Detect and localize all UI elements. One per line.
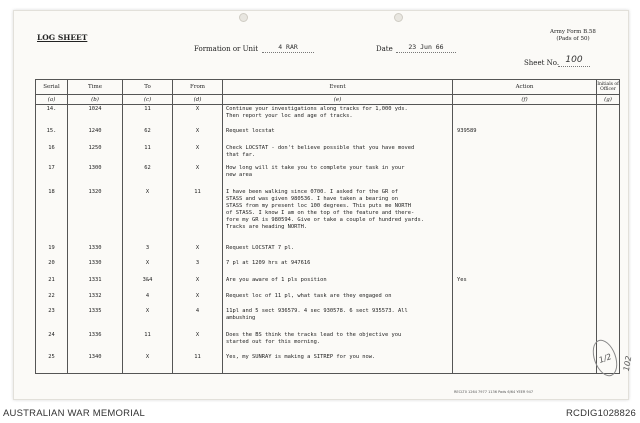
action-cell bbox=[453, 188, 597, 244]
log-entry-row bbox=[36, 244, 620, 259]
serial-cell: 16 bbox=[36, 144, 68, 164]
form-number: Army Form B.58 bbox=[550, 29, 596, 35]
log-entry-row bbox=[36, 259, 620, 276]
initials-cell bbox=[597, 164, 620, 188]
initials-cell bbox=[597, 292, 620, 307]
event-cell: I have been walking since 0700. I asked for the GR of STASS and was given 980536. I have taken a bearing on STASS from my present loc 100 degrees. This puts me NORTH of STASS. I know I am on the top of the feature and there- fore my GR is 980594. Give or take a couple of hundred yards. Tracks are heading NORTH. bbox=[223, 188, 453, 244]
to-cell: 3&4 bbox=[123, 276, 173, 292]
to-cell: 62 bbox=[123, 127, 173, 144]
col-to: To bbox=[123, 80, 173, 95]
col-letter: (a) bbox=[36, 95, 68, 105]
log-entry-row bbox=[36, 188, 620, 244]
log-entry-row bbox=[36, 353, 620, 374]
punch-hole bbox=[239, 13, 248, 22]
event-cell: How long will it take you to complete your task in your new area bbox=[223, 164, 453, 188]
time-cell: 1330 bbox=[68, 259, 123, 276]
from-cell: X bbox=[173, 144, 223, 164]
serial-cell: 18 bbox=[36, 188, 68, 244]
event-cell: Request locstat bbox=[223, 127, 453, 144]
col-letter: (g) bbox=[597, 95, 620, 105]
log-entry-row bbox=[36, 105, 620, 127]
from-cell: X bbox=[173, 127, 223, 144]
log-entry-row bbox=[36, 331, 620, 353]
action-cell: Yes bbox=[453, 276, 597, 292]
handwritten-stamp: 1/2 bbox=[588, 336, 622, 379]
initials-cell bbox=[597, 144, 620, 164]
event-cell: Does the BS think the tracks lead to the objective you started out for this morning. bbox=[223, 331, 453, 353]
formation-value: 4 RAR bbox=[278, 43, 298, 51]
to-cell: 11 bbox=[123, 331, 173, 353]
serial-cell: 15. bbox=[36, 127, 68, 144]
log-entry-row bbox=[36, 276, 620, 292]
time-cell: 1320 bbox=[68, 188, 123, 244]
time-cell: 1300 bbox=[68, 164, 123, 188]
sheet-number-field bbox=[558, 55, 590, 67]
time-cell: 1336 bbox=[68, 331, 123, 353]
serial-cell: 23 bbox=[36, 307, 68, 331]
action-cell bbox=[453, 292, 597, 307]
col-initials: Initials of Officer bbox=[597, 80, 620, 95]
formation-value-field bbox=[262, 43, 314, 53]
to-cell: X bbox=[123, 259, 173, 276]
log-table bbox=[35, 79, 620, 374]
serial-cell: 21 bbox=[36, 276, 68, 292]
to-cell: X bbox=[123, 188, 173, 244]
time-cell: 1250 bbox=[68, 144, 123, 164]
date-value: 23 Jun 66 bbox=[408, 43, 444, 51]
event-cell: Request LOCSTAT 7 pl. bbox=[223, 244, 453, 259]
from-cell: X bbox=[173, 276, 223, 292]
date-value-field bbox=[396, 43, 456, 53]
sheet-number-label: Sheet No. bbox=[524, 59, 560, 67]
margin-page-number: 102 bbox=[621, 355, 634, 372]
log-entry-row bbox=[36, 144, 620, 164]
event-cell: 11pl and 5 sect 936579. 4 sec 930578. 6 sect 935573. All ambushing bbox=[223, 307, 453, 331]
serial-cell: 14. bbox=[36, 105, 68, 127]
initials-cell bbox=[597, 127, 620, 144]
log-entry-row bbox=[36, 127, 620, 144]
time-cell: 1024 bbox=[68, 105, 123, 127]
printer-imprint: RECLT0 1264 7977 1136 Pads 6/64 YEER 947 bbox=[454, 390, 534, 394]
col-event: Event bbox=[223, 80, 453, 95]
action-cell bbox=[453, 244, 597, 259]
to-cell: 11 bbox=[123, 144, 173, 164]
footer-record-id: RCDIG1028826 bbox=[566, 408, 636, 419]
serial-cell: 25 bbox=[36, 353, 68, 374]
footer-institution: AUSTRALIAN WAR MEMORIAL bbox=[3, 408, 146, 419]
action-cell bbox=[453, 307, 597, 331]
form-pads: (Pads of 50) bbox=[556, 36, 590, 42]
action-cell bbox=[453, 105, 597, 127]
to-cell: X bbox=[123, 353, 173, 374]
from-cell: 11 bbox=[173, 188, 223, 244]
sheet-number-value: 100 bbox=[565, 55, 583, 65]
col-time: Time bbox=[68, 80, 123, 95]
from-cell: 4 bbox=[173, 307, 223, 331]
event-cell: Continue your investigations along tracks for 1,000 yds. Then report your loc and age of tracks. bbox=[223, 105, 453, 127]
log-entry-row bbox=[36, 292, 620, 307]
to-cell: 11 bbox=[123, 105, 173, 127]
from-cell: 3 bbox=[173, 259, 223, 276]
to-cell: 3 bbox=[123, 244, 173, 259]
punch-hole bbox=[394, 13, 403, 22]
from-cell: X bbox=[173, 292, 223, 307]
log-entry-row bbox=[36, 307, 620, 331]
event-cell: Yes, my SUNRAY is making a SITREP for you now. bbox=[223, 353, 453, 374]
from-cell: X bbox=[173, 105, 223, 127]
from-cell: X bbox=[173, 331, 223, 353]
col-serial: Serial bbox=[36, 80, 68, 95]
log-entry-row bbox=[36, 164, 620, 188]
initials-cell bbox=[597, 276, 620, 292]
initials-cell bbox=[597, 259, 620, 276]
to-cell: 4 bbox=[123, 292, 173, 307]
time-cell: 1330 bbox=[68, 244, 123, 259]
col-from: From bbox=[173, 80, 223, 95]
serial-cell: 17 bbox=[36, 164, 68, 188]
time-cell: 1331 bbox=[68, 276, 123, 292]
serial-cell: 20 bbox=[36, 259, 68, 276]
action-cell bbox=[453, 144, 597, 164]
action-cell bbox=[453, 331, 597, 353]
time-cell: 1240 bbox=[68, 127, 123, 144]
form-identifier bbox=[536, 29, 610, 43]
sheet-title: LOG SHEET bbox=[37, 33, 88, 42]
initials-cell bbox=[597, 188, 620, 244]
to-cell: 62 bbox=[123, 164, 173, 188]
time-cell: 1332 bbox=[68, 292, 123, 307]
formation-label: Formation or Unit bbox=[194, 45, 259, 53]
col-letter: (f) bbox=[453, 95, 597, 105]
to-cell: X bbox=[123, 307, 173, 331]
event-cell: 7 pl at 1209 hrs at 947616 bbox=[223, 259, 453, 276]
from-cell: X bbox=[173, 244, 223, 259]
date-label: Date bbox=[376, 45, 393, 53]
serial-cell: 24 bbox=[36, 331, 68, 353]
col-letter: (b) bbox=[68, 95, 123, 105]
initials-cell bbox=[597, 244, 620, 259]
initials-cell bbox=[597, 105, 620, 127]
column-letter-row bbox=[36, 95, 620, 105]
from-cell: X bbox=[173, 164, 223, 188]
col-action: Action bbox=[453, 80, 597, 95]
event-cell: Are you aware of 1 pls position bbox=[223, 276, 453, 292]
serial-cell: 22 bbox=[36, 292, 68, 307]
initials-cell bbox=[597, 307, 620, 331]
log-sheet-page bbox=[13, 10, 634, 400]
action-cell: 939589 bbox=[453, 127, 597, 144]
event-cell: Check LOCSTAT - don't believe possible that you have moved that far. bbox=[223, 144, 453, 164]
col-letter: (d) bbox=[173, 95, 223, 105]
action-cell bbox=[453, 164, 597, 188]
time-cell: 1335 bbox=[68, 307, 123, 331]
action-cell bbox=[453, 259, 597, 276]
col-letter: (e) bbox=[223, 95, 453, 105]
time-cell: 1340 bbox=[68, 353, 123, 374]
serial-cell: 19 bbox=[36, 244, 68, 259]
event-cell: Request loc of 11 pl, what task are they engaged on bbox=[223, 292, 453, 307]
col-letter: (c) bbox=[123, 95, 173, 105]
from-cell: 11 bbox=[173, 353, 223, 374]
action-cell bbox=[453, 353, 597, 374]
column-header-row bbox=[36, 80, 620, 95]
